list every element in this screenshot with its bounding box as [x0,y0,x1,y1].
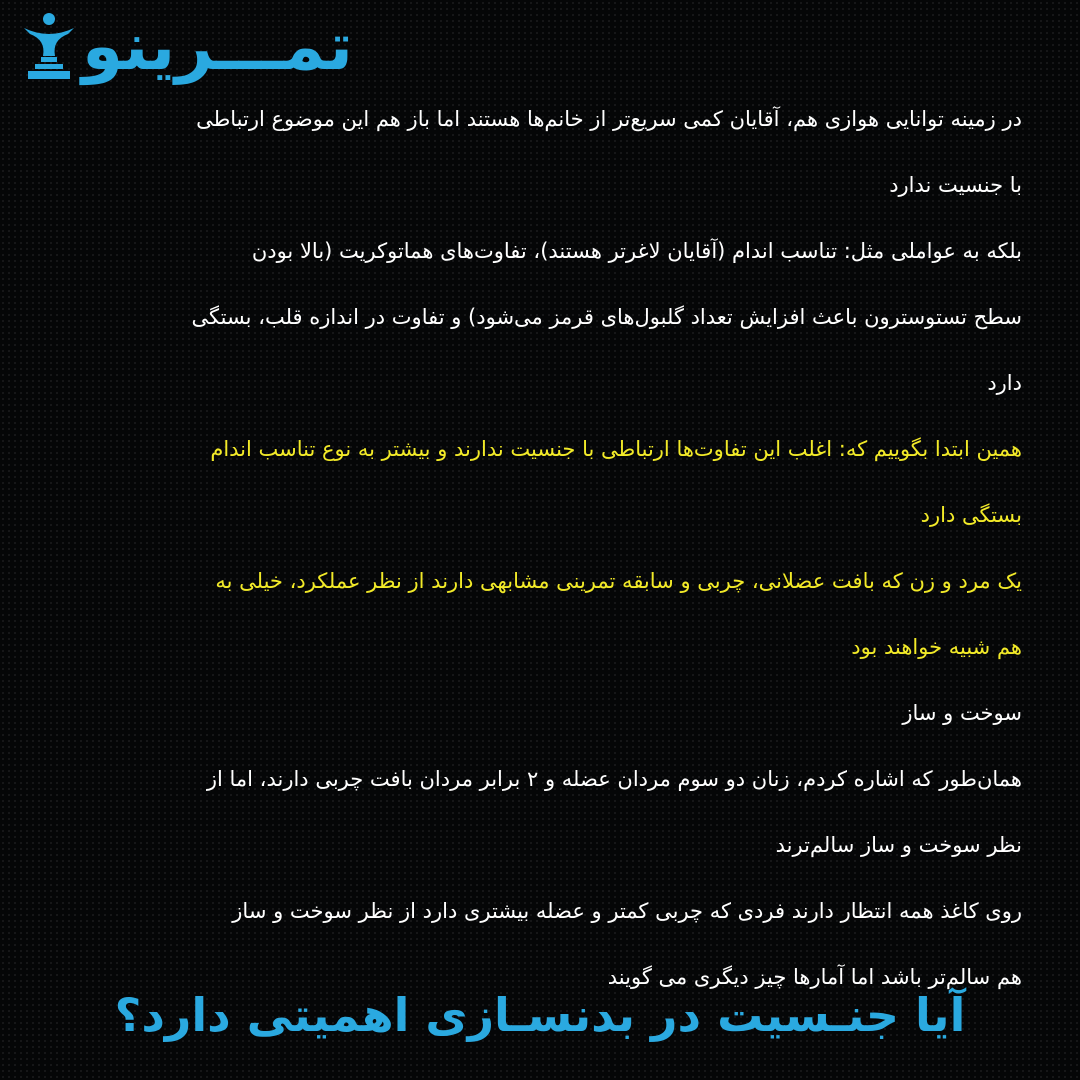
chess-pawn-icon [18,10,80,84]
brand-logo [18,10,353,84]
text-line: همان‌طور که اشاره کردم، زنان دو سوم مردان عضله و ۲ برابر مردان بافت چربی دارند، اما از [206,767,1022,791]
brand-name: تمـــرینو [82,8,353,85]
footer-title: آیا جنـسیت در بدنسـازی اهمیتی دارد؟ [114,988,966,1042]
text-line: دارد [987,371,1022,395]
highlighted-text-line: همین ابتدا بگوییم که: اغلب این تفاوت‌ها ارتباطی با جنسیت ندارند و بیشتر به نوع تناسب اندام [210,437,1022,461]
text-line: روی کاغذ همه انتظار دارند فردی که چربی کمتر و عضله بیشتری دارد از نظر سوخت و ساز [232,899,1022,923]
text-line: در زمینه توانایی هوازی هم، آقایان کمی سریع‌تر از خانم‌ها هستند اما باز هم این موضوع ارتباطی [196,107,1022,131]
highlighted-text-line: یک مرد و زن که بافت عضلانی، چربی و سابقه تمرینی مشابهی دارند از نظر عملکرد، خیلی به [215,569,1022,593]
text-line: هم سالم‌تر باشد اما آمارها چیز دیگری می گویند [607,965,1022,989]
text-line: بلکه به عواملی مثل: تناسب اندام (آقایان لاغرتر هستند)، تفاوت‌های هماتوکریت (بالا بودن [251,239,1022,263]
text-line: با جنسیت ندارد [889,173,1022,197]
highlighted-text-line: هم شبیه خواهند بود [851,635,1022,659]
text-line: سوخت و ساز [902,701,1022,725]
text-line: نظر سوخت و ساز سالم‌ترند [775,833,1022,857]
article-body [64,86,1022,1010]
highlighted-text-line: بستگی دارد [920,503,1022,527]
text-line: سطح تستوسترون باعث افزایش تعداد گلبول‌های قرمز می‌شود) و تفاوت در اندازه قلب، بستگی [191,305,1022,329]
